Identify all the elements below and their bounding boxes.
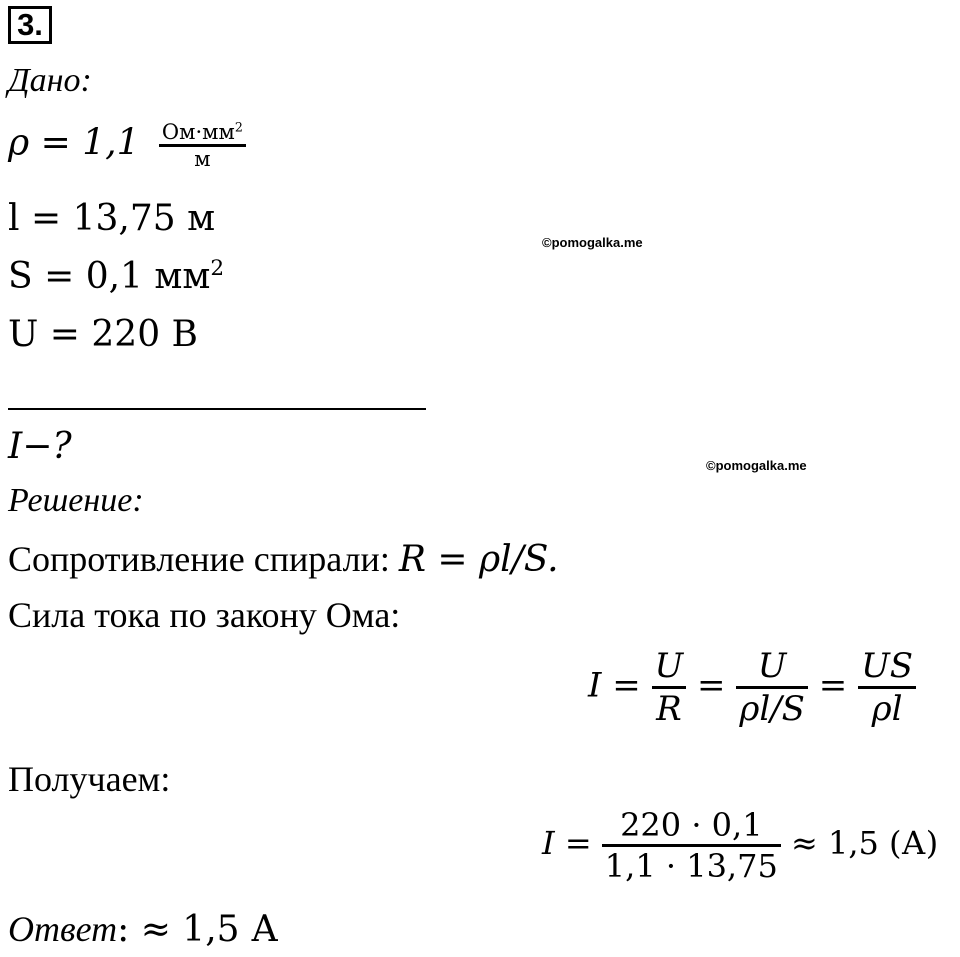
rho-unit-exponent: 2 [234, 119, 243, 135]
fraction-numerator: 220 · 0,1 [620, 806, 763, 844]
given-heading: Дано: [8, 62, 92, 99]
solution-heading: Решение: [8, 482, 144, 519]
equals-sign: = [818, 665, 848, 706]
fraction-denominator: ρl/S [736, 686, 808, 729]
resistance-line [8, 538, 559, 580]
watermark: ©pomogalka.me [542, 235, 643, 250]
answer-value: : ≈ 1,5 А [117, 909, 279, 950]
given-length: l = 13,75 м [8, 198, 216, 239]
given-rho [8, 120, 246, 171]
area-text: S = 0,1 мм [8, 256, 211, 297]
equals-sign: = [697, 665, 726, 706]
divider-line [8, 408, 426, 410]
watermark: ©pomogalka.me [706, 458, 807, 473]
rho-unit-fraction [159, 120, 246, 171]
ohm-law-formula [588, 646, 916, 729]
given-voltage: U = 220 В [8, 314, 199, 355]
resistance-formula: R = ρl/S. [398, 539, 559, 580]
fraction-u-over-r [652, 646, 687, 729]
fraction-denominator: ρl [858, 686, 916, 729]
fraction-numerator: US [861, 646, 914, 686]
fraction-denominator: 1,1 · 13,75 [602, 844, 781, 885]
answer-line [8, 908, 278, 950]
rho-unit-denominator: м [159, 144, 246, 171]
rho-unit-numerator: Ом·мм [161, 120, 235, 144]
answer-label: Ответ [8, 909, 118, 949]
calc-fraction [602, 806, 781, 885]
ohm-lhs: I = [588, 665, 641, 706]
ohm-law-text: Сила тока по закону Ома: [8, 595, 401, 635]
fraction-numerator: U [654, 646, 684, 686]
problem-number: 3. [8, 6, 52, 44]
area-exponent: 2 [210, 256, 225, 282]
calc-lhs: I = [542, 824, 592, 862]
given-area [8, 256, 224, 297]
fraction-numerator: U [757, 646, 787, 686]
resistance-text: Сопротивление спирали: [8, 539, 399, 579]
get-text: Получаем: [8, 759, 171, 799]
rho-lhs: ρ = 1,1 [8, 122, 140, 164]
find-quantity: I−? [8, 426, 72, 467]
fraction-us-over-rho-l [858, 646, 916, 729]
calc-result: ≈ 1,5 (А) [790, 824, 939, 862]
fraction-u-over-rho-l-s [736, 646, 808, 729]
fraction-denominator: R [652, 686, 687, 729]
calculation-formula [542, 806, 938, 885]
